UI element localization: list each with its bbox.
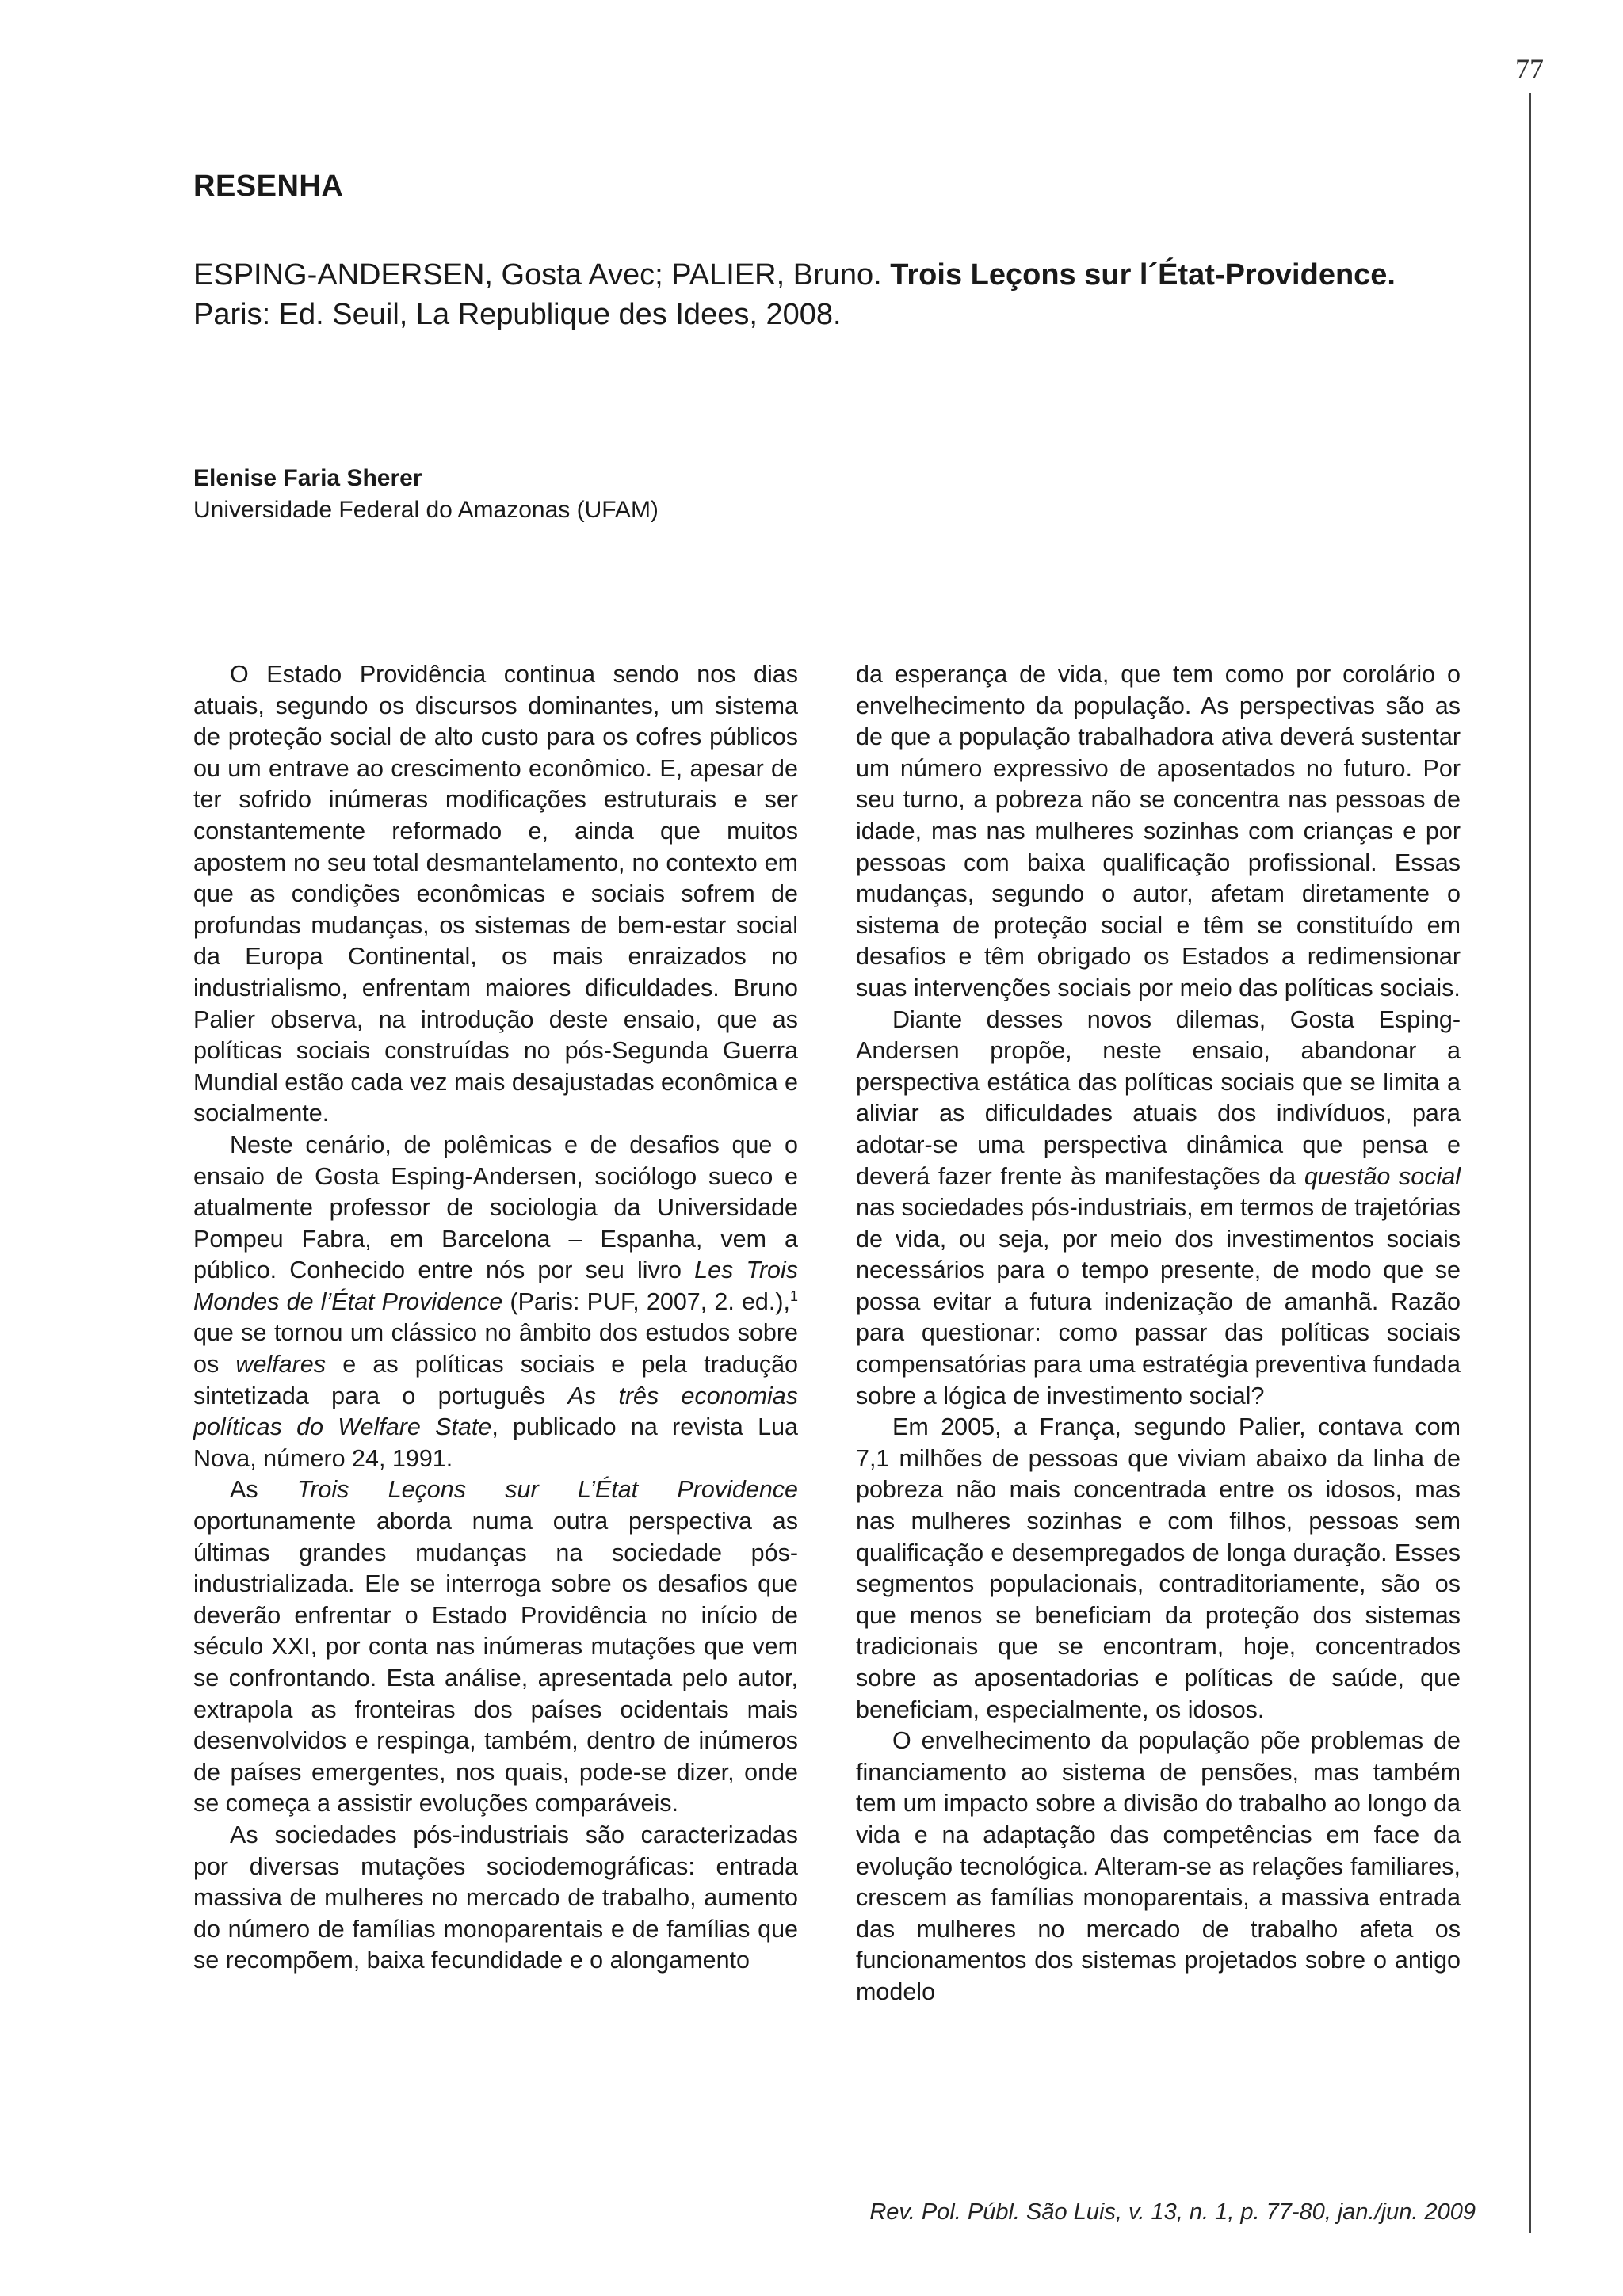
text-column-left xyxy=(193,659,798,1977)
journal-citation-footer: Rev. Pol. Públ. São Luis, v. 13, n. 1, p. 77-80, jan./jun. 2009 xyxy=(869,2199,1476,2225)
bibliographic-reference xyxy=(193,255,1493,334)
paragraph: Diante desses novos dilemas, Gosta Esping-Andersen propõe, neste ensaio, abandonar a perspectiva estática das políticas sociais que se limita a aliviar as dificuldades atuais dos indivíduos, para adotar-se uma perspectiva dinâmica que pensa e deverá fazer frente às manifestações da questão social nas sociedades pós-industriais, em termos de trajetórias de vida, ou seja, por meio dos investimentos sociais necessários para o tempo presente, de modo que se possa evitar a futura indenização de amanhã. Razão para questionar: como passar das políticas sociais compensatórias para uma estratégia preventiva fundada sobre a lógica de investimento social? xyxy=(856,1005,1461,1409)
page-number: 77 xyxy=(1515,53,1544,85)
reference-title: Trois Leçons sur l´État-Providence. xyxy=(890,258,1396,292)
paragraph: Em 2005, a França, segundo Palier, contava com 7,1 milhões de pessoas que viviam abaixo da linha de pobreza não mais concentrada entre os idosos, mas nas mulheres sozinhas e com filhos, pessoas sem qualificação e desempregados de longa duração. Esses segmentos populacionais, contraditoriamente, são os que menos se beneficiam da proteção dos sistemas tradicionais que se encontram, hoje, concentrados sobre as aposentadorias e políticas de saúde, que beneficiam, especialmente, os idosos. xyxy=(856,1413,1461,1723)
author-block xyxy=(193,463,986,526)
margin-rule xyxy=(1529,93,1531,2233)
paragraph-continuation: da esperança de vida, que tem como por corolário o envelhecimento da população. As perspectivas são as de que a população trabalhadora ativa deverá sustentar um número expressivo de aposentados no futuro. Por seu turno, a pobreza não se concentra nas pessoas de idade, mas nas mulheres sozinhas com crianças e por pessoas com baixa qualificação profissional. Essas mudanças, segundo o autor, afetam diretamente o sistema de proteção social e têm se constituído em desafios e têm obrigado os Estados a redimensionar suas intervenções sociais por meio das políticas sociais. xyxy=(856,661,1461,1001)
section-title: RESENHA xyxy=(193,170,344,203)
footnote-marker[interactable]: 1 xyxy=(790,1287,799,1304)
author-name: Elenise Faria Sherer xyxy=(193,465,422,491)
author-affiliation: Universidade Federal do Amazonas (UFAM) xyxy=(193,497,659,523)
paragraph: O envelhecimento da população põe problemas de financiamento ao sistema de pensões, mas também tem um impacto sobre a divisão do trabalho ao longo da vida e na adaptação das competências em face da evolução tecnológica. Alteram-se as relações familiares, crescem as famílias monoparentais, a massiva entrada das mulheres no mercado de trabalho afeta os funcionamentos dos sistemas projetados sobre o antigo modelo xyxy=(856,1727,1461,2005)
reference-authors: ESPING-ANDERSEN, Gosta Avec; PALIER, Bruno. xyxy=(193,258,882,292)
paragraph: O Estado Providência continua sendo nos dias atuais, segundo os discursos dominantes, um sistema de proteção social de alto custo para os cofres públicos ou um entrave ao crescimento econômico. E, apesar de ter sofrido inúmeras modificações estruturais e ser constantemente reformado e, ainda que muitos apostem no seu total desmantelamento, no contexto em que as condições econômicas e sociais sofrem de profundas mudanças, os sistemas de bem-estar social da Europa Continental, os mais enraizados no industrialismo, enfrentam maiores dificuldades. Bruno Palier observa, na introdução deste ensaio, que as políticas sociais construídas no pós-Segunda Guerra Mundial estão cada vez mais desajustadas econômica e socialmente. xyxy=(193,661,798,1127)
paragraph: As sociedades pós-industriais são caracterizadas por diversas mutações sociodemográficas: entrada massiva de mulheres no mercado de trabalho, aumento do número de famílias monoparentais e de famílias que se recompõem, baixa fecundidade e o alongamento xyxy=(193,1821,798,1974)
paragraph: As Trois Leçons sur L’État Providence oportunamente aborda numa outra perspectiva as últimas grandes mudanças na sociedade pós-industrializada. Ele se interroga sobre os desafios que deverão enfrentar o Estado Providência no início de século XXI, por conta nas inúmeras mutações que vem se confrontando. Esta análise, apresentada pelo autor, extrapola as fronteiras dos países ocidentais mais desenvolvidos e respinga, também, dentro de inúmeros de países emergentes, nos quais, pode-se dizer, onde se começa a assistir evoluções comparáveis. xyxy=(193,1476,798,1817)
text-column-right xyxy=(856,659,1461,2008)
paragraph: Neste cenário, de polêmicas e de desafios que o ensaio de Gosta Esping-Andersen, sociólogo sueco e atualmente professor de sociologia da Universidade Pompeu Fabra, em Barcelona – Espanha, vem a público. Conhecido entre nós por seu livro Les Trois Mondes de l’État Providence (Paris: PUF, 2007, 2. ed.),$^1$ que se tornou um clássico no âmbito dos estudos sobre os welfares e as políticas sociais e pela tradução sintetizada para o português As três economias políticas do Welfare State, publicado na revista Lua Nova, número 24, 1991. xyxy=(193,1131,799,1472)
reference-imprint: Paris: Ed. Seuil, La Republique des Idees, 2008. xyxy=(193,298,842,331)
